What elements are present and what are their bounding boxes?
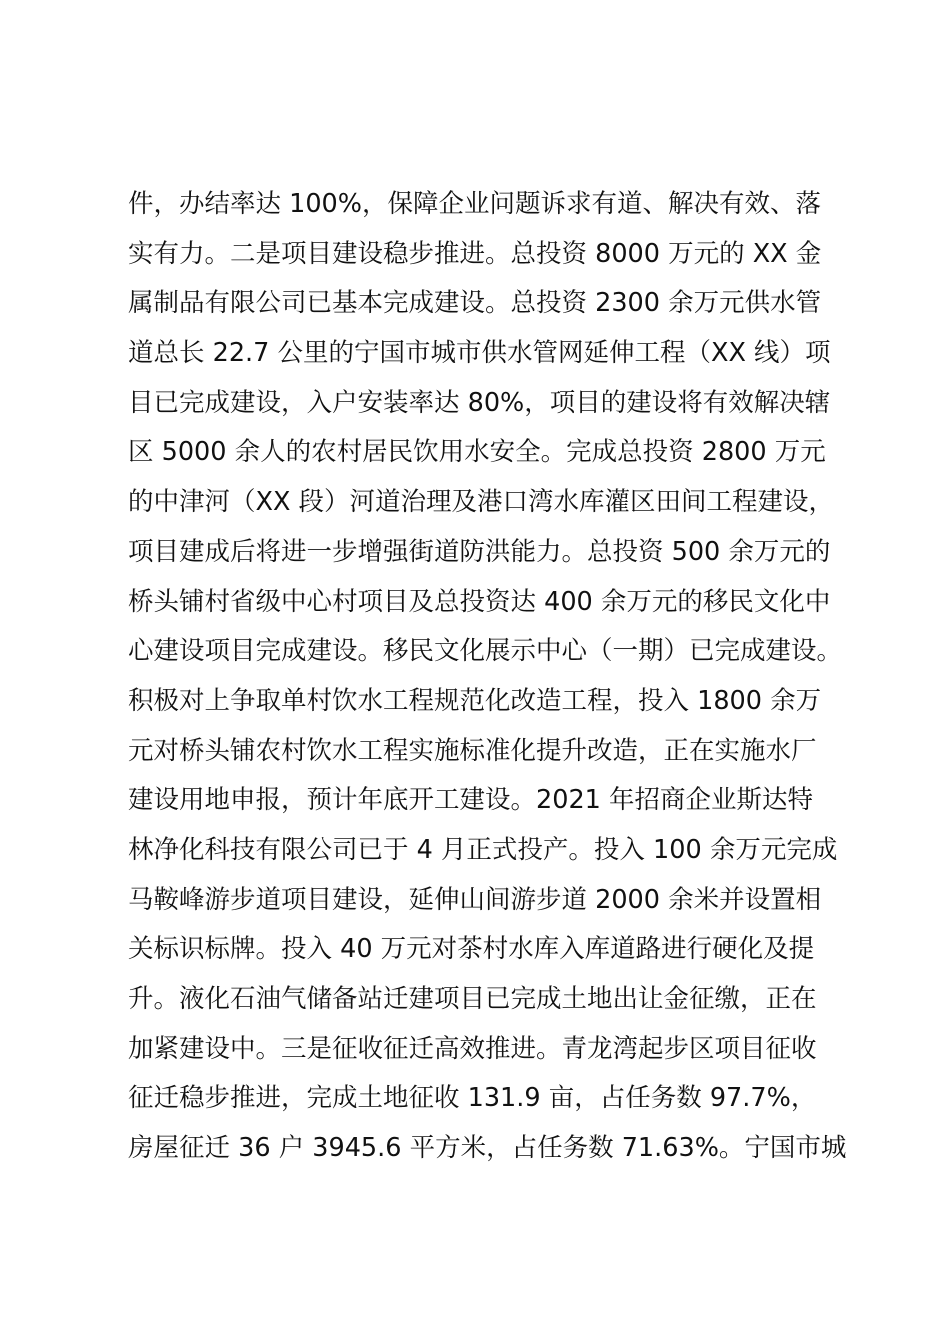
text-line: 道总长 22.7 公里的宁国市城市供水管网延伸工程（XX 线）项 [128,338,831,369]
text-line: 目已完成建设，入户安装率达 80%，项目的建设将有效解决辖 [128,387,831,418]
text-line: 元对桥头铺农村饮水工程实施标准化提升改造，正在实施水厂 [128,735,817,766]
text-line: 属制品有限公司已基本完成建设。总投资 2300 余万元供水管 [128,288,822,319]
text-line: 征迁稳步推进，完成土地征收 131.9 亩，占任务数 97.7%， [128,1083,817,1114]
text-line: 林净化科技有限公司已于 4 月正式投产。投入 100 余万元完成 [128,834,838,865]
text-line: 区 5000 余人的农村居民饮用水安全。完成总投资 2800 万元 [128,437,826,468]
text-line: 实有力。二是项目建设稳步推进。总投资 8000 万元的 XX 金 [128,238,822,269]
text-line: 的中津河（XX 段）河道治理及港口湾水库灌区田间工程建设， [128,487,835,518]
text-line: 件，办结率达 100%，保障企业问题诉求有道、解决有效、落 [128,189,822,219]
text-line: 马鞍峰游步道项目建设，延伸山间游步道 2000 余米并设置相 [128,884,822,915]
text-line: 桥头铺村省级中心村项目及总投资达 400 余万元的移民文化中 [128,586,831,617]
text-line: 心建设项目完成建设。移民文化展示中心（一期）已完成建设。 [128,636,843,667]
text-line: 升。液化石油气储备站迁建项目已完成土地出让金征缴，正在 [128,984,817,1014]
text-line: 房屋征迁 36 户 3945.6 平方米，占任务数 71.63%。宁国市城 [128,1133,847,1164]
text-line: 项目建成后将进一步增强街道防洪能力。总投资 500 余万元的 [128,536,831,567]
text-line: 积极对上争取单村饮水工程规范化改造工程，投入 1800 余万 [128,685,822,716]
text-line: 关标识标牌。投入 40 万元对茶村水库入库道路进行硬化及提 [128,934,815,965]
body-text [128,180,848,1174]
text-line: 加紧建设中。三是征收征迁高效推进。青龙湾起步区项目征收 [128,1033,817,1064]
text-line: 建设用地申报，预计年底开工建设。2021 年招商企业斯达特 [128,785,814,816]
